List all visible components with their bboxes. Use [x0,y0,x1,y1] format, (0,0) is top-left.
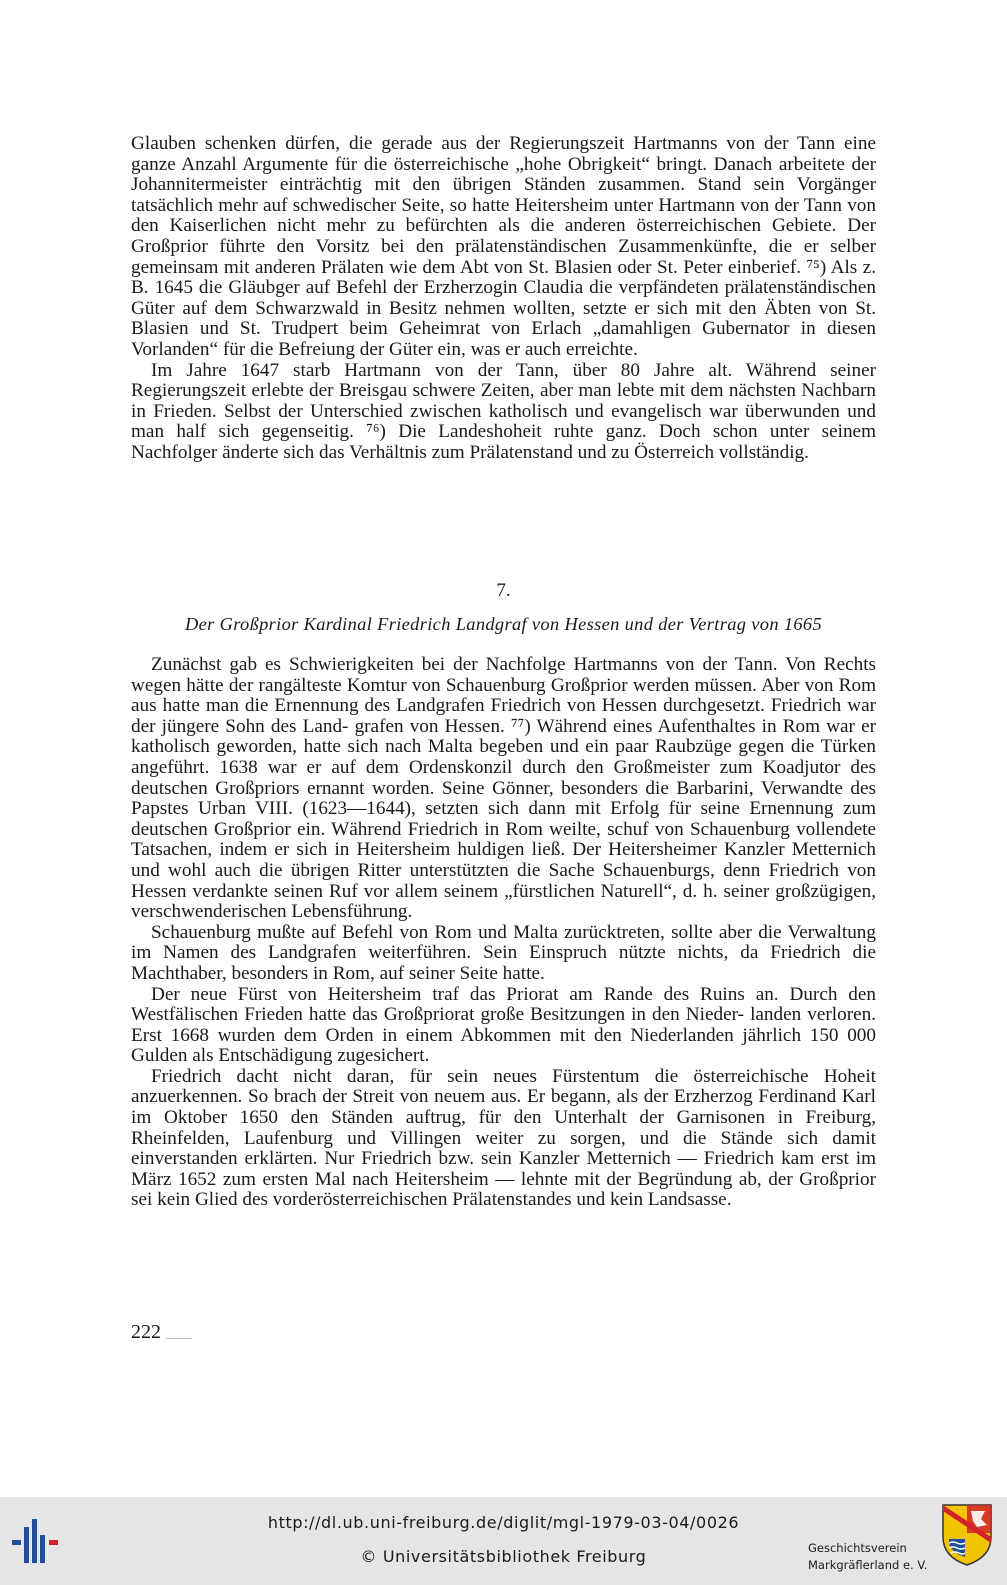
paragraph: Schauenburg mußte auf Befehl von Rom und Malta zurücktreten, sollte aber die Verwaltung im Namen des Landgrafen weiterführen. Sein Einspruch nützte nichts, da Friedrich die Machthaber, besonders in Rom, auf seiner Seite hatte. [131,921,876,984]
page-number: 222 [131,1321,161,1343]
paragraph: Im Jahre 1647 starb Hartmann von der Tann, über 80 Jahre alt. Während seiner Regierungszeit erlebte der Breisgau schwere Zeiten, aber man lebte mit dem nächsten Nachbarn in Frieden. Selbst der Unterschied zwischen katholisch und evangelisch war überwunden und man half sich gegenseitig. ⁷⁶) Die Landeshoheit ruhte ganz. Doch schon unter seinem Nachfolger änderte sich das Verhältnis zum Prälatenstand und zu Österreich vollständig. [131,359,876,463]
paragraph: Friedrich dacht nicht daran, für sein neues Fürstentum die österreichische Hoheit anzuerkennen. So brach der Streit von neuem aus. Er begann, als der Erzherzog Ferdinand Karl im Oktober 1650 den Ständen auftrug, für den Unterhalt der Garnisonen in Freiburg, Rheinfelden, Laufenburg und Villingen weiter zu sorgen, und die Stände sich damit einverstanden erklärten. Nur Friedrich bzw. sein Kanzler Metternich — Friedrich kam erst im März 1652 zum ersten Mal nach Heitersheim — lehnte mit der Begründung ab, der Großprior sei kein Glied des vorderösterreichischen Prälatenstandes und kein Landsasse. [131,1065,876,1211]
coat-of-arms-icon[interactable] [941,1503,993,1567]
divider [166,1338,192,1339]
body-text-bottom [131,655,876,1211]
source-url-link[interactable]: http://dl.ub.uni-freiburg.de/diglit/mgl-1979-03-04/0026 [267,1513,740,1532]
body-text-top [131,134,876,464]
section-number: 7. [496,580,511,601]
paragraph: Zunächst gab es Schwierigkeiten bei der Nachfolge Hartmanns von der Tann. Von Rechts wegen hätte der rangälteste Komtur von Schauenburg Großprior werden müssen. Aber von Rom aus hatte man die Ernennung des Landgrafen Friedrich von Hessen durchgesetzt. Friedrich war der jüngere Sohn des Land- grafen von Hessen. ⁷⁷) Während eines Aufenthaltes in Rom war er katholisch geworden, hatte sich nach Malta begeben und ein paar Raubzüge gegen die Türken angeführt. 1638 war er auf dem Ordenskonzil durch den Großmeister zum Koadjutor des deutschen Großpriors ernannt worden. Seine Gönner, besonders die Barbarini, Verwandte des Papstes Urban VIII. (1623—1644), setzten sich dann mit Erfolg für seine Ernennung zum deutschen Großprior ein. Während Friedrich in Rom weilte, schuf von Schauenburg vollendete Tatsachen, indem er sich in Heitersheim huldigen ließ. Der Heitersheimer Kanzler Metternich und wohl auch die übrigen Ritter unterstützten die Sache Schauenburgs, denn Friedrich von Hessen verdankte seinen Ruf vor allem seinem „fürstlichen Naturell“, d. h. seiner großzügigen, verschwenderischen Lebensführung. [131,654,876,923]
copyright-text: © Universitätsbibliothek Freiburg [360,1547,647,1566]
society-name-line: Geschichtsverein [808,1541,907,1555]
paragraph: Der neue Fürst von Heitersheim traf das Priorat am Rande des Ruins an. Durch den Westfälischen Frieden hatte das Großpriorat große Besitzungen in den Nieder- landen verloren. Erst 1668 wurden dem Orden in einem Abkommen mit den Niederlanden jährlich 150 000 Gulden als Entschädigung zugesichert. [131,983,876,1067]
society-name-line: Markgräflerland e. V. [808,1558,928,1572]
section-heading: Der Großprior Kardinal Friedrich Landgraf von Hessen und der Vertrag von 1665 [184,614,823,634]
footer-bar [0,1497,1007,1585]
society-name[interactable] [808,1540,927,1574]
paragraph: Glauben schenken dürfen, die gerade aus der Regierungszeit Hartmanns von der Tann eine ganze Anzahl Argumente für die österreichische „hohe Obrigkeit“ bringt. Danach arbeitete der Johannitermeister einträchtig mit den übrigen Ständen zusammen. Stand sein Vorgänger tatsächlich mehr auf schwedischer Seite, so hatte Heitersheim unter Hartmann von der Tann von den Kaiserlichen nicht mehr zu befürchten als die anderen österreichischen Gebiete. Der Großprior führte den Vorsitz bei den prälatenständischen Zusammenkünfte, die er selber gemeinsam mit anderen Prälaten wie dem Abt von St. Blasien oder St. Peter einberief. ⁷⁵) Als z. B. 1645 die Gläubger auf Befehl der Erzherzogin Claudia die verpfändeten prälatenständischen Güter auf dem Schwarzwald in Besitz nehmen wollten, setzte er sich mit den Äbten von St. Blasien und St. Trudpert beim Geheimrat von Erlach „damahligen Gubernator in diesen Vorlanden“ für die Befreiung der Güter ein, was er auch erreichte. [131,133,876,360]
